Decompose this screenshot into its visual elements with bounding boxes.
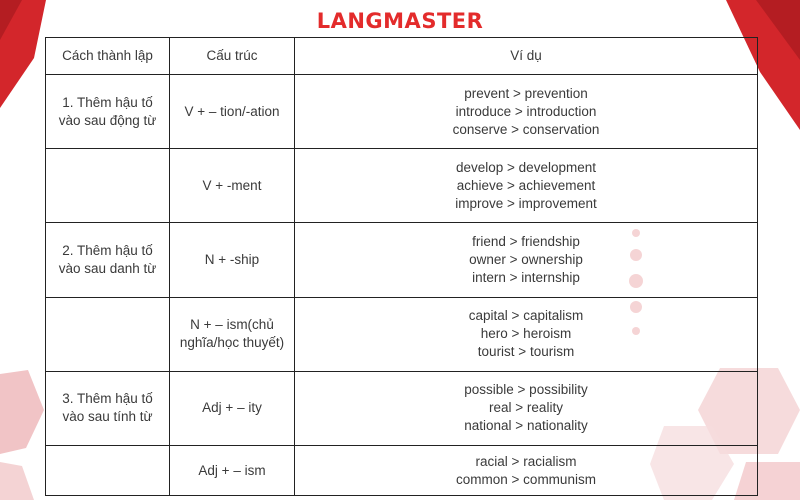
- structure-cell: V + -ment: [170, 149, 295, 223]
- examples-cell: [295, 371, 758, 445]
- example-line: achieve > achievement: [456, 177, 596, 193]
- header-method: Cách thành lập: [46, 38, 170, 75]
- examples-cell: [295, 75, 758, 149]
- example-line: develop > development: [456, 159, 596, 175]
- table-header-row: [46, 38, 758, 75]
- examples-cell: [295, 223, 758, 297]
- example-line: improve > improvement: [455, 195, 597, 211]
- examples-cell: [295, 446, 758, 496]
- structure-cell: N + -ship: [170, 223, 295, 297]
- table-row: [46, 446, 758, 496]
- examples-cell: [295, 149, 758, 223]
- example-line: owner > ownership: [469, 252, 583, 267]
- example-line: common > communism: [456, 471, 596, 487]
- structure-cell: V + – tion/-ation: [170, 75, 295, 149]
- examples-cell: [295, 297, 758, 371]
- langmaster-logo: LANGMASTER: [316, 9, 484, 33]
- table-row: [46, 371, 758, 445]
- structure-cell: Adj + – ity: [170, 371, 295, 445]
- table-row: [46, 75, 758, 149]
- example-line: tourist > tourism: [477, 344, 575, 360]
- example-line: possible > possibility: [464, 382, 588, 398]
- example-line: hero > heroism: [480, 326, 572, 342]
- table-row: [46, 149, 758, 223]
- structure-cell: N + – ism(chủ nghĩa/học thuyết): [170, 297, 295, 371]
- example-line: introduce > introduction: [455, 103, 597, 119]
- method-cell: [46, 446, 170, 496]
- method-cell: 2. Thêm hậu tố vào sau danh từ: [46, 223, 170, 297]
- method-cell: 3. Thêm hậu tố vào sau tính từ: [46, 371, 170, 445]
- table-row: [46, 223, 758, 297]
- structure-cell: Adj + – ism: [170, 446, 295, 496]
- example-line: racial > racialism: [475, 453, 577, 469]
- hexagon-decoration-bottom-left: [0, 370, 48, 500]
- example-line: real > reality: [489, 400, 563, 416]
- noun-formation-table: [45, 37, 758, 496]
- method-cell: 1. Thêm hậu tố vào sau động từ: [46, 75, 170, 149]
- example-line: prevent > prevention: [464, 85, 588, 101]
- example-line: intern > internship: [472, 270, 580, 285]
- example-line: capital > capitalism: [468, 308, 584, 324]
- example-line: national > nationality: [464, 418, 588, 434]
- method-cell: [46, 149, 170, 223]
- header-examples: Ví dụ: [295, 38, 758, 75]
- example-line: conserve > conservation: [452, 121, 600, 137]
- method-cell: [46, 297, 170, 371]
- example-line: friend > friendship: [472, 234, 580, 249]
- header-structure: Cấu trúc: [170, 38, 295, 75]
- table-row: [46, 297, 758, 371]
